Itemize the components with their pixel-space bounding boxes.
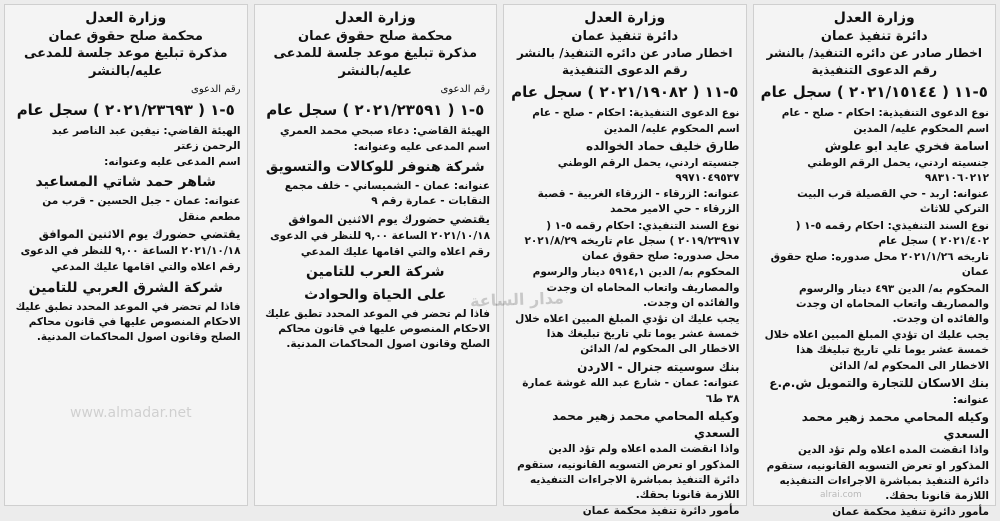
defendant-address: عنوانه: عمان - الشميساني - خلف مجمع النقابات - عمارة رقم ٩: [284, 180, 490, 208]
case-number: ٥-١ ( ٢٠٢١/٢٣٦٩٣ ) سجل عام: [16, 101, 235, 120]
watermark-main: مدار الساعة: [469, 288, 565, 311]
amount-line: المحكوم به/ الدين ٤٩٣ دينار والرسوم والمصاريف واتعاب المحاماه ان وجدت والفائده ان وجدت.: [795, 282, 989, 325]
ministry-title: وزارة العدل: [334, 10, 416, 26]
debtor-name: طارق خليف حماد الخوالده: [586, 138, 740, 153]
notice-column-1: [753, 4, 997, 519]
creditor-name: بنك سوسيته جنرال - الاردن: [577, 359, 740, 374]
defendant-name: شاهر حمد شاتي المساعيد: [35, 174, 216, 191]
watermark-bottom: alrai.com: [820, 490, 862, 500]
hearing-line-2: ٢٠٢١/١٠/١٨ الساعة ٩,٠٠ للنظر في الدعوى: [20, 245, 241, 258]
creditor-address-label: عنوانه:: [952, 393, 989, 406]
case-number: ٥-١ ( ٢٠٢١/٢٣٥٩١ ) سجل عام: [266, 101, 485, 120]
ministry-title: وزارة العدل: [584, 10, 666, 26]
agent-name: وكيله المحامي محمد زهير محمد السعدي: [801, 409, 989, 441]
court-title: محكمة صلح حقوق عمان: [298, 28, 453, 44]
case-number: ٥-١١ ( ٢٠٢١/١٩٠٨٢ ) سجل عام: [511, 83, 739, 102]
absence-warning: فاذا لم تحضر في الموعد المحدد تطبق عليك الاحكام المنصوص عليها في قانون محاكم الصلح وقانون اصول المحاكمات المدنية.: [265, 307, 490, 351]
defendant-name: شركة هنوفر للوكالات والتسويق: [265, 158, 485, 175]
defendant-label: اسم المدعى عليه وعنوانه:: [353, 140, 490, 153]
defendant-label: اسم المدعى عليه وعنوانه:: [104, 155, 241, 168]
hearing-line-3: رقم اعلاه والتي اقامها عليك المدعي: [51, 261, 241, 274]
absence-warning: فاذا لم تحضر في الموعد المحدد تطبق عليك الاحكام المنصوص عليها في قانون محاكم الصلح وقانون اصول المحاكمات المدنية.: [15, 300, 241, 344]
case-type: نوع الدعوى التنفيذية: احكام - صلح - عام: [781, 106, 989, 119]
notice-title: اخطار صادر عن دائره التنفيذ/ بالنشر: [516, 46, 733, 61]
payment-instruction: يجب عليك ان تؤدي المبلغ المبين اعلاه خلال خمسة عشر يوما تلي تاريخ تبليغك هذا الاخطار الى المحكوم له/ الدائن: [515, 312, 740, 356]
agent-name: وكيله المحامي محمد زهير محمد السعدي: [552, 408, 740, 440]
reference-title: رقم الدعوى التنفيذية: [562, 63, 688, 78]
reference-title: رقم الدعوى التنفيذية: [811, 63, 937, 78]
ministry-title: وزارة العدل: [833, 10, 915, 26]
judge-line: الهيئة القاضي: دعاء صبحي محمد العمري: [279, 124, 490, 137]
address-line: عنوانه: الزرقاء - الزرقاء الغربية - قصبة الزرقاء - حي الامير محمد: [537, 188, 740, 216]
notice-column-4: [4, 4, 248, 506]
enforcement-warning: واذا انقضت المده اعلاه ولم تؤد الدين المذكور او تعرض التسويه القانونيه، ستقوم دائرة التنفيذ بمباشرة الاجراءات التنفيذيه اللازمة قانونا بحقك.: [766, 444, 989, 503]
plaintiff-name: شركة العرب للتامين: [305, 264, 445, 281]
memo-title: مذكرة تبليغ موعد جلسة للمدعى: [24, 46, 228, 62]
instrument-line: نوع السند التنفيذي: احكام رقمه ٥-١ ( ٢٠١٩/٢٣٩١٧ ) سجل عام تاريخه ٢٠٢١/٨/٢٩ محل صدوره: صلح حقوق عمان: [524, 219, 740, 263]
department-title: دائرة تنفيذ عمان: [820, 28, 928, 44]
debtor-label: اسم المحكوم عليه/ المدين: [853, 122, 989, 135]
plaintiff-name: شركة الشرق العربي للتامين: [28, 279, 223, 296]
hearing-line-3: رقم اعلاه والتي اقامها عليك المدعي: [300, 246, 490, 259]
court-title: محكمة صلح حقوق عمان: [48, 28, 203, 44]
debtor-name: اسامة فخري عايد ابو علوش: [824, 138, 989, 153]
nationality-line: جنسيته اردني، يحمل الرقم الوطني ٩٨٣١٠٦٠٢١٢: [807, 156, 989, 184]
notice-title: اخطار صادر عن دائره التنفيذ/ بالنشر: [766, 46, 983, 61]
nationality-line: جنسيته اردني، يحمل الرقم الوطني ٩٩٧١٠٤٩٥٣٧: [557, 156, 740, 184]
notice-column-3: [254, 4, 498, 506]
hearing-line-2: ٢٠٢١/١٠/١٨ الساعة ٩,٠٠ للنظر في الدعوى: [270, 229, 490, 242]
judge-line: الهيئة القاضي: نيفين عبد الناصر عبد الرحمن زعتر: [51, 124, 241, 152]
memo-subtitle: عليه/بالنشر: [338, 63, 412, 79]
creditor-name: بنك الاسكان للتجارة والتمويل ش.م.ع: [769, 375, 989, 390]
memo-subtitle: عليه/بالنشر: [89, 63, 163, 79]
case-type: نوع الدعوى التنفيذية: احكام - صلح - عام: [532, 106, 740, 119]
case-label: رقم الدعوى: [440, 83, 490, 95]
address-line: عنوانه: اربد - حي القصيلة قرب البيت التركي للاثاث: [797, 188, 989, 216]
creditor-address: عنوانه: عمان - شارع عبد الله غوشة عمارة ٣٨ ط٦: [522, 377, 740, 405]
instrument-line: نوع السند التنفيذي: احكام رقمه ٥-١ ( ٢٠٢١/٤٠٢ ) سجل عام: [795, 219, 989, 247]
amount-line: المحكوم به/ الدين ٥٩١٤,١ دينار والرسوم والمصاريف واتعاب المحاماه ان وجدت والفائده ان وجدت.: [532, 266, 740, 309]
ministry-title: وزارة العدل: [85, 10, 167, 26]
notice-column-2: [503, 4, 747, 518]
enforcement-warning: واذا انقضت المده اعلاه ولم تؤد الدين المذكور او تعرض التسويه القانونيه، ستقوم دائرة التنفيذ بمباشرة الاجراءات التنفيذيه اللازمة قانونا بحقك.: [517, 443, 740, 502]
plaintiff-name-continued: على الحياة والحوادث: [304, 286, 447, 303]
payment-instruction: يجب عليك ان تؤدي المبلغ المبين اعلاه خلال خمسة عشر يوما تلي تاريخ تبليغك هذا الاخطار الى المحكوم له/ الدائن: [764, 329, 989, 372]
memo-title: مذكرة تبليغ موعد جلسة للمدعى: [273, 46, 477, 62]
hearing-line-1: يقتضي حضورك يوم الاثنين الموافق: [38, 226, 241, 241]
debtor-label: اسم المحكوم عليه/ المدين: [603, 122, 740, 135]
signature: مأمور دائرة تنفيذ محكمة عمان: [582, 505, 740, 518]
department-title: دائرة تنفيذ عمان: [571, 28, 679, 44]
hearing-line-1: يقتضي حضورك يوم الاثنين الموافق: [288, 211, 490, 226]
instrument-date-line: تاريخه ٢٠٢١/١/٢٦ محل صدوره: صلح حقوق عمان: [770, 251, 989, 279]
signature: مأمور دائرة تنفيذ محكمة عمان: [832, 506, 989, 519]
watermark-url: www.almadar.net: [70, 405, 192, 421]
case-label: رقم الدعوى: [191, 83, 241, 95]
defendant-address: عنوانه: عمان - جبل الحسين - قرب من مطعم منقل: [42, 195, 241, 223]
case-number: ٥-١١ ( ٢٠٢١/١٥١٤٤ ) سجل عام: [760, 83, 988, 102]
